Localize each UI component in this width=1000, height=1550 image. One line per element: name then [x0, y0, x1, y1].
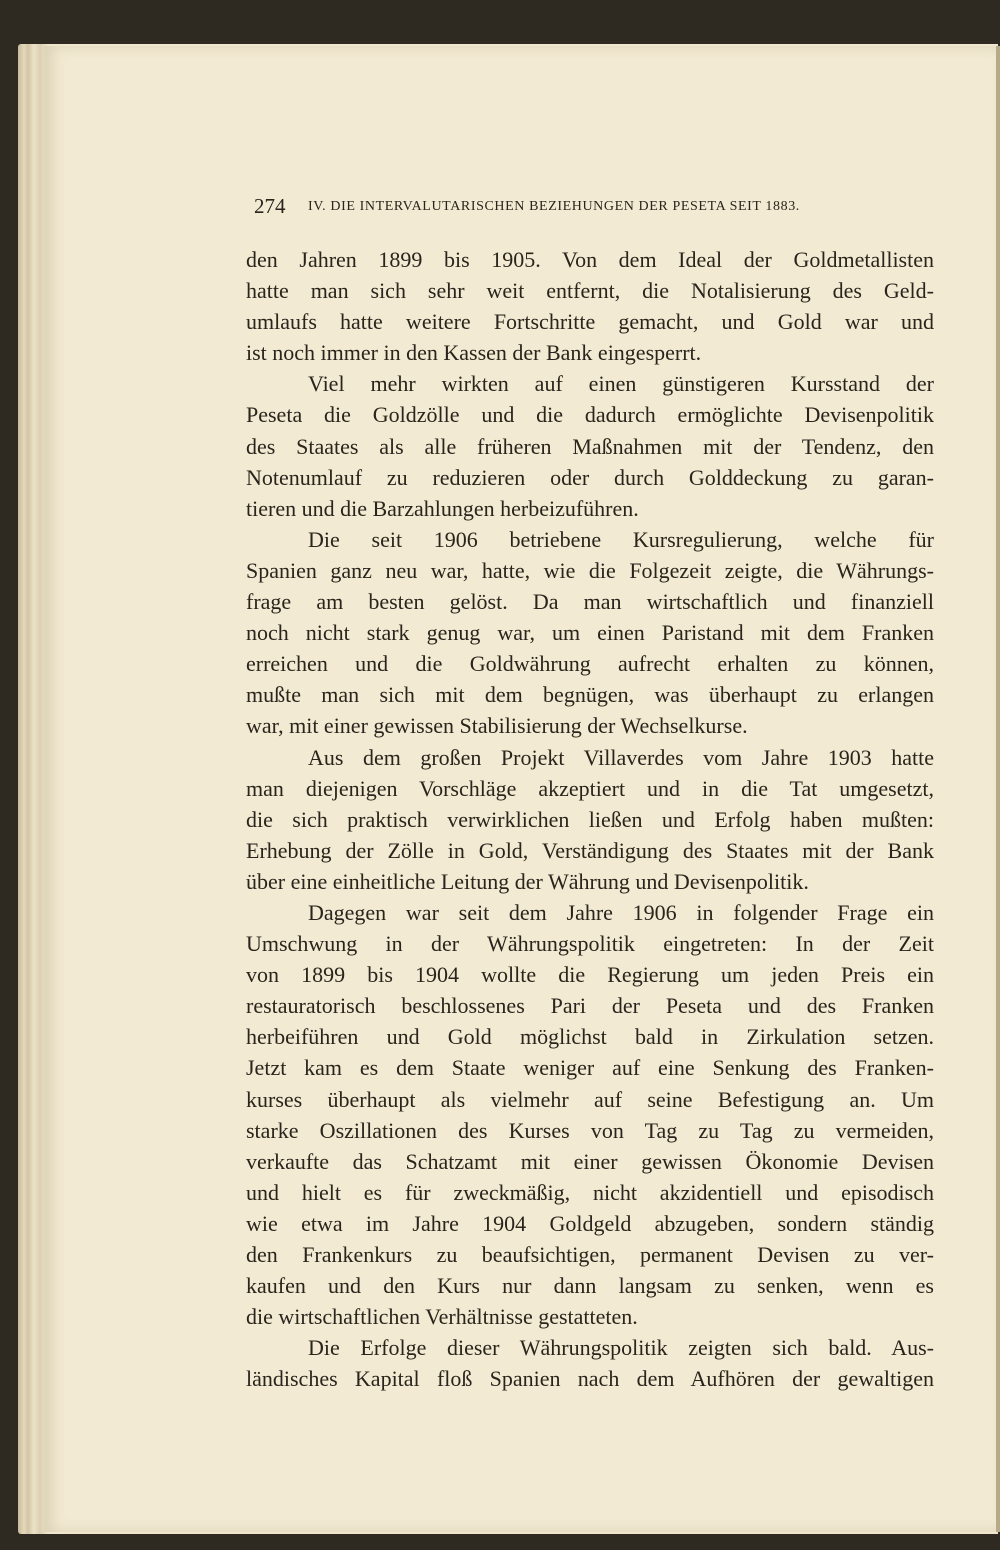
running-title: IV. DIE INTERVALUTARISCHEN BEZIEHUNGEN DER PESETA SEIT 1883. [308, 199, 800, 214]
text-line: kaufen und den Kurs nur dann langsam zu senken, wenn es [246, 1273, 934, 1299]
text-line: Umschwung in der Währungspolitik eingetreten: In der Zeit [246, 931, 934, 957]
text-line: noch nicht stark genug war, um einen Paristand mit dem Franken [246, 620, 934, 646]
text-line: und hielt es für zweckmäßig, nicht akzidentiell und episodisch [246, 1179, 934, 1205]
text-line: tieren und die Barzahlungen herbeizuführen. [246, 495, 639, 521]
page-right-edge [996, 46, 1000, 1532]
text-line: Notenumlauf zu reduzieren oder durch Golddeckung zu garan- [246, 464, 934, 490]
text-line: Dagegen war seit dem Jahre 1906 in folgender Frage ein [308, 899, 934, 925]
text-line: herbeiführen und Gold möglichst bald in Zirkulation setzen. [246, 1024, 934, 1050]
text-line: wie etwa im Jahre 1904 Goldgeld abzugeben, sondern ständig [246, 1210, 934, 1236]
text-line: Viel mehr wirkten auf einen günstigeren Kursstand der [308, 371, 934, 397]
text-line: frage am besten gelöst. Da man wirtschaftlich und finanziell [246, 589, 934, 615]
running-header [254, 190, 934, 230]
text-line: umlaufs hatte weitere Fortschritte gemacht, und Gold war und [246, 309, 934, 335]
text-line: hatte man sich sehr weit entfernt, die Notalisierung des Geld- [246, 278, 934, 304]
text-line: erreichen und die Goldwährung aufrecht erhalten zu können, [246, 651, 934, 677]
text-line: starke Oszillationen des Kurses von Tag zu Tag zu vermeiden, [246, 1117, 934, 1143]
text-line: ist noch immer in den Kassen der Bank eingesperrt. [246, 340, 702, 366]
text-line: die sich praktisch verwirklichen ließen und Erfolg haben mußten: [246, 806, 934, 832]
text-line: Spanien ganz neu war, hatte, wie die Folgezeit zeigte, die Währungs- [246, 557, 934, 583]
text-line: restauratorisch beschlossenes Pari der Peseta und des Franken [246, 993, 934, 1019]
text-line: Die Erfolge dieser Währungspolitik zeigten sich bald. Aus- [308, 1335, 934, 1361]
text-line: mußte man sich mit dem begnügen, was überhaupt zu erlangen [246, 682, 934, 708]
text-line: Jetzt kam es dem Staate weniger auf eine Senkung des Franken- [246, 1055, 934, 1081]
text-line: Peseta die Goldzölle und die dadurch ermöglichte Devisenpolitik [246, 402, 934, 428]
text-line: kurses überhaupt als vielmehr auf seine Befestigung an. Um [246, 1086, 934, 1112]
text-line: von 1899 bis 1904 wollte die Regierung um jeden Preis ein [246, 962, 934, 988]
text-line: des Staates als alle früheren Maßnahmen mit der Tendenz, den [246, 433, 934, 459]
text-line: den Jahren 1899 bis 1905. Von dem Ideal der Goldmetallisten [246, 247, 934, 272]
text-line: Die seit 1906 betriebene Kursregulierung, welche für [308, 526, 934, 552]
page-number: 274 [254, 194, 286, 218]
text-line: man diejenigen Vorschläge akzeptiert und in die Tat umgesetzt, [246, 775, 934, 801]
text-line: Erhebung der Zölle in Gold, Verständigung des Staates mit der Bank [246, 837, 934, 863]
text-line: war, mit einer gewissen Stabilisierung der Wechselkurse. [246, 713, 748, 739]
body-text [246, 244, 934, 1394]
text-line: verkaufte das Schatzamt mit einer gewissen Ökonomie Devisen [246, 1148, 934, 1174]
text-line: ländisches Kapital floß Spanien nach dem Aufhören der gewaltigen [246, 1366, 934, 1392]
text-line: die wirtschaftlichen Verhältnisse gestatteten. [246, 1304, 638, 1330]
text-line: Aus dem großen Projekt Villaverdes vom Jahre 1903 hatte [308, 744, 934, 770]
text-line: über eine einheitliche Leitung der Währung und Devisenpolitik. [246, 868, 809, 894]
text-line: den Frankenkurs zu beaufsichtigen, permanent Devisen zu ver- [246, 1242, 934, 1267]
